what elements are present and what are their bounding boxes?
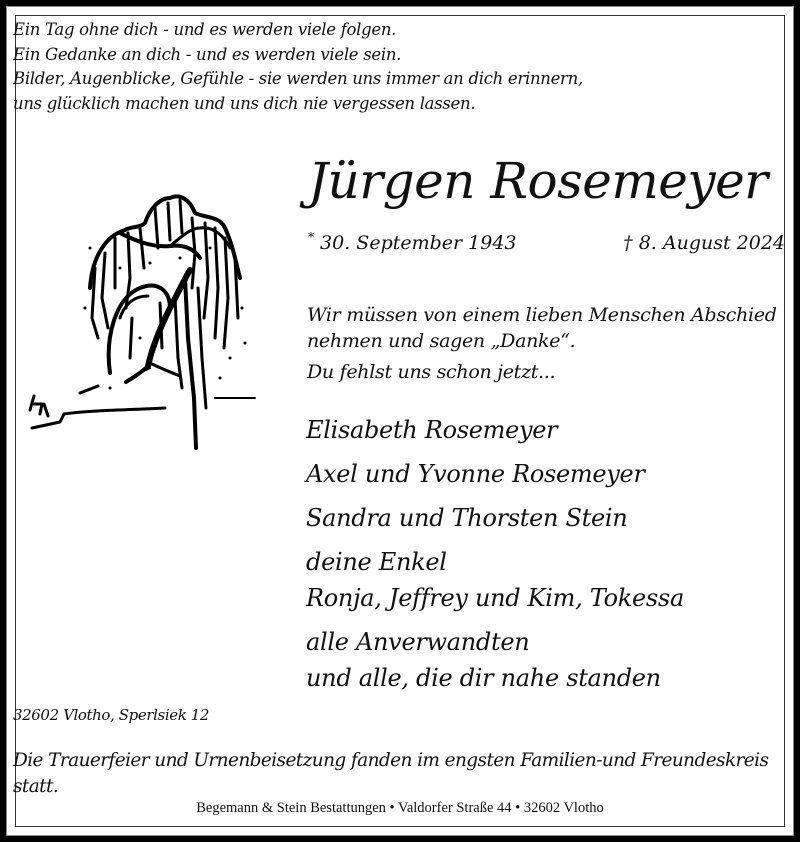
mourner-group <box>306 412 684 448</box>
mourner-name: Ronja, Jeffrey und Kim, Tokessa <box>306 584 684 612</box>
farewell-line: Wir müssen von einem lieben Menschen Abschied <box>307 304 777 326</box>
funeral-notice: Die Trauerfeier und Urnenbeisetzung fanden im engsten Familien-und Freundeskreis statt. <box>13 750 769 797</box>
birth-star-icon: * <box>308 230 314 244</box>
death-date-text: 8. August 2024 <box>638 232 785 254</box>
missing-you-line: Du fehlst uns schon jetzt... <box>307 361 556 383</box>
undertaker-info: Begemann & Stein Bestattungen • Valdorfer Straße 44 • 32602 Vlotho <box>196 800 604 816</box>
poem-line: Bilder, Augenblicke, Gefühle - sie werden uns immer an dich erinnern, <box>13 69 583 88</box>
mourner-name: Axel und Yvonne Rosemeyer <box>306 460 645 488</box>
poem-line: Ein Tag ohne dich - und es werden viele folgen. <box>13 20 397 39</box>
farewell-line: nehmen und sagen „Danke“. <box>307 330 576 352</box>
farewell-message <box>307 302 777 354</box>
mourner-group <box>306 456 684 492</box>
birth-date-text: 30. September 1943 <box>320 232 517 254</box>
mourner-name: Elisabeth Rosemeyer <box>306 416 558 444</box>
birth-date <box>308 232 517 254</box>
mourner-group <box>306 544 684 616</box>
mourner-name: deine Enkel <box>306 548 447 576</box>
mourner-group <box>306 500 684 536</box>
mourner-name: alle Anverwandten <box>306 628 530 656</box>
family-address: 32602 Vlotho, Sperlsiek 12 <box>13 706 210 724</box>
death-cross-icon: † <box>623 232 633 254</box>
mourner-name: Sandra und Thorsten Stein <box>306 504 628 532</box>
poem-line: Ein Gedanke an dich - und es werden viele sein. <box>13 44 402 64</box>
mourner-group <box>306 624 684 696</box>
death-date <box>623 232 785 254</box>
poem-line: uns glücklich machen und uns dich nie vergessen lassen. <box>13 93 476 113</box>
mourner-name: und alle, die dir nahe standen <box>306 664 661 692</box>
mourners-list <box>306 412 684 704</box>
weeping-willow-tree-icon <box>20 178 260 468</box>
deceased-name: Jürgen Rosemeyer <box>308 152 768 210</box>
memorial-poem <box>13 18 583 116</box>
